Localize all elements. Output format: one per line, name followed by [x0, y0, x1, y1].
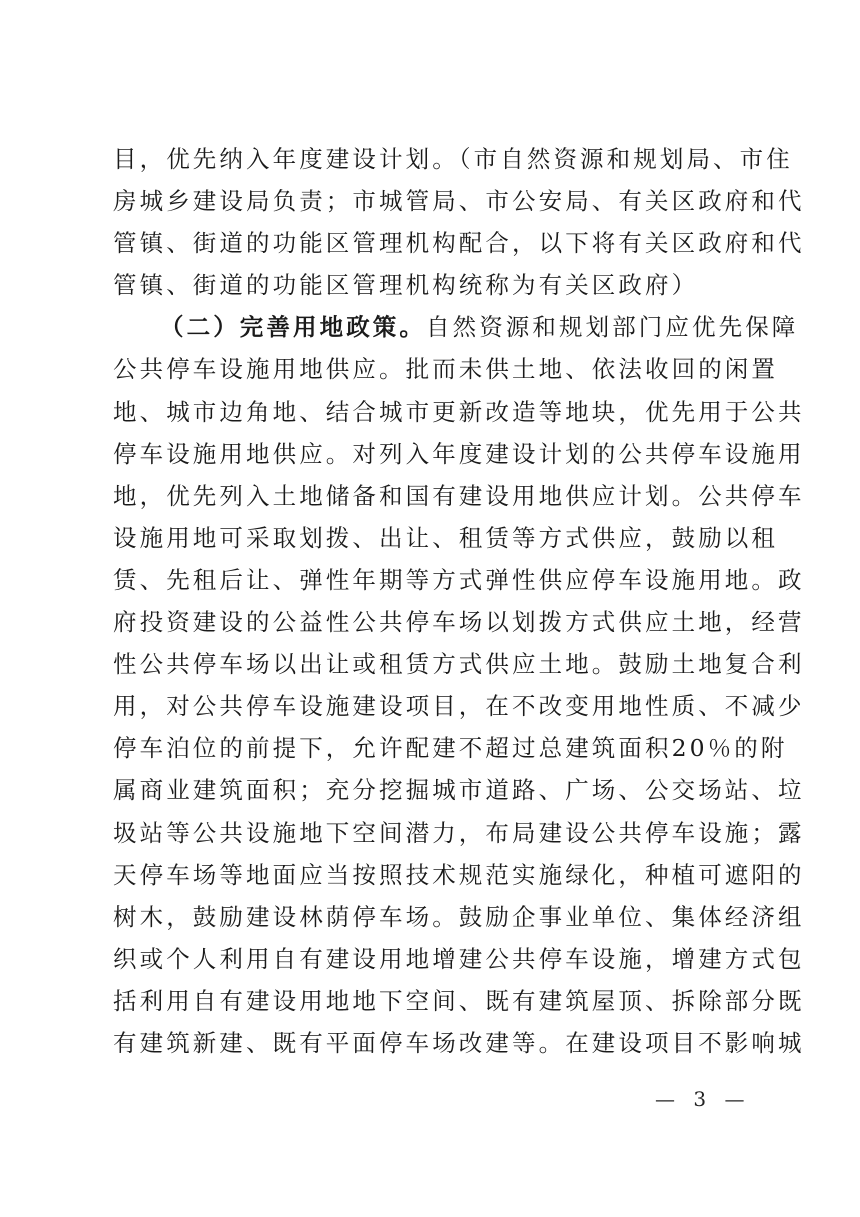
section-heading-line — [113, 306, 799, 348]
text-line-2: 房城乡建设局负责；市城管局、市公安局、有关区政府和代 — [113, 187, 805, 216]
text-line-20: 织或个人利用自有建设用地增建公共停车设施，增建方式包 — [113, 944, 805, 973]
page-number: — 3 — — [655, 1087, 751, 1111]
text-line-8: 停车设施用地供应。对列入年度建设计划的公共停车设施用 — [113, 439, 805, 468]
body-text — [113, 138, 805, 1064]
text-line-15: 停车泊位的前提下，允许配建不超过总建筑面积20％的附 — [113, 734, 788, 763]
text-line-9: 地，优先列入土地储备和国有建设用地供应计划。公共停车 — [113, 481, 805, 510]
text-line-10: 设施用地可采取划拨、出让、租赁等方式供应，鼓励以租 — [113, 523, 778, 552]
text-line-6: 公共停车设施用地供应。批而未供土地、依法收回的闲置 — [113, 355, 778, 384]
section-heading: （二）完善用地政策。 — [160, 313, 426, 342]
text-line-3: 管镇、街道的功能区管理机构配合，以下将有关区政府和代 — [113, 229, 805, 258]
text-line-21: 括利用自有建设用地地下空间、既有建筑屋顶、拆除部分既 — [113, 986, 805, 1015]
text-line-14: 用，对公共停车设施建设项目，在不改变用地性质、不减少 — [113, 692, 805, 721]
text-line-1: 目，优先纳入年度建设计划。（市自然资源和规划局、市住 — [113, 145, 793, 173]
text-line-13: 性公共停车场以出让或租赁方式供应土地。鼓励土地复合利 — [113, 650, 805, 679]
text-line-18: 天停车场等地面应当按照技术规范实施绿化，种植可遮阳的 — [113, 860, 805, 889]
text-line-16: 属商业建筑面积；充分挖掘城市道路、广场、公交场站、垃 — [113, 776, 805, 805]
text-line-12: 府投资建设的公益性公共停车场以划拨方式供应土地，经营 — [113, 608, 805, 637]
section-heading-rest: 自然资源和规划部门应优先保障 — [426, 313, 799, 342]
text-line-7: 地、城市边角地、结合城市更新改造等地块，优先用于公共 — [113, 397, 805, 426]
text-line-22: 有建筑新建、既有平面停车场改建等。在建设项目不影响城 — [113, 1028, 805, 1057]
text-line-11: 赁、先租后让、弹性年期等方式弹性供应停车设施用地。政 — [113, 565, 805, 594]
text-line-19: 树木，鼓励建设林荫停车场。鼓励企事业单位、集体经济组 — [113, 902, 805, 931]
text-line-4: 管镇、街道的功能区管理机构统称为有关区政府） — [113, 271, 699, 300]
text-line-17: 圾站等公共设施地下空间潜力，布局建设公共停车设施；露 — [113, 818, 805, 847]
